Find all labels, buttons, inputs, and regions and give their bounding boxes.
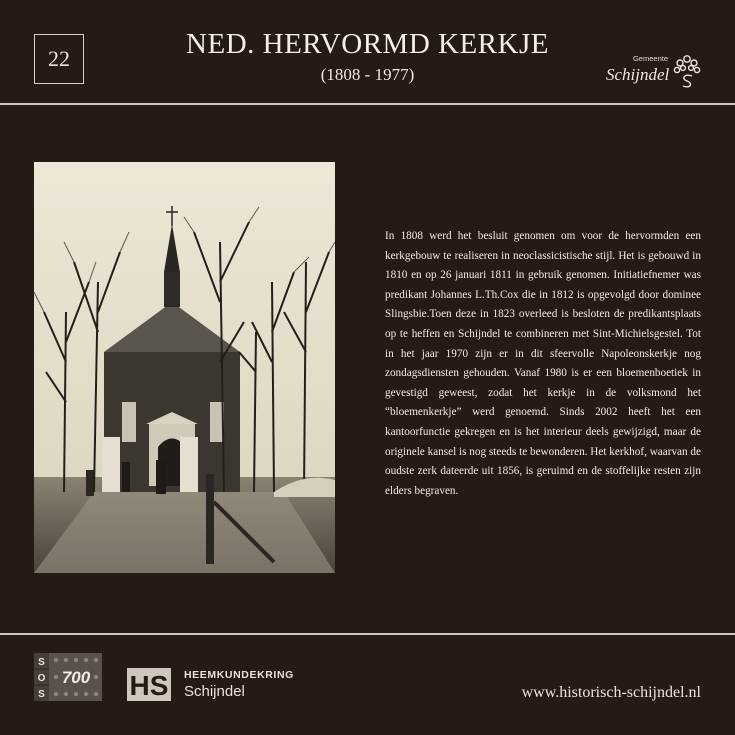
page-title: NED. HERVORMD KERKJE bbox=[186, 28, 549, 60]
page-subtitle: (1808 - 1977) bbox=[320, 65, 415, 84]
sos-letter: S bbox=[38, 689, 45, 700]
church-photo-icon bbox=[34, 162, 335, 573]
municipality-label: Gemeente bbox=[632, 54, 668, 63]
sos-letter: O bbox=[37, 673, 46, 684]
sos-700-logo bbox=[34, 653, 102, 701]
heemkundekring-logo bbox=[127, 668, 171, 701]
tree-icon bbox=[671, 52, 703, 92]
website-link[interactable]: www.historisch-schijndel.nl bbox=[521, 684, 701, 701]
heemkundekring-name: HEEMKUNDEKRING bbox=[184, 669, 294, 681]
heemkundekring-town: Schijndel bbox=[184, 683, 245, 700]
footer-divider bbox=[0, 633, 735, 635]
sos-number: 700 bbox=[61, 668, 91, 687]
municipality-logo bbox=[604, 52, 704, 92]
sos-letter: S bbox=[38, 657, 45, 668]
hk-mark: HS bbox=[129, 670, 169, 701]
panel-number: 22 bbox=[34, 34, 84, 84]
church-photo bbox=[34, 162, 335, 573]
header-divider bbox=[0, 103, 735, 105]
body-text: In 1808 werd het besluit genomen om voor de hervormden een kerkgebouw te realiseren in neoclassicistische stijl. Het is gebouwd in 1810 en op 26 januari 1811 in gebruik genomen. Initiatiefnemer was predikant Johannes L.Th.Cox die in 1812 is opgevolgd door dominee Slingsbie.Toen deze in 1823 overleed is besloten de predikantsplaats op te heffen en Schijndel te combineren met Sint-Michielsgestel. Tot in het jaar 1970 zijn er in dit sfeervolle Napoleonskerkje nog zondagsdiensten gehouden. Vanaf 1980 is er een bloemenboetiek in gevestigd geweest, zodat het kerkje in de volksmond het “bloemenkerkje” werd genoemd. Sinds 2002 heeft het een kantoorfunctie gekregen en is het interieur deels gewijzigd, maar de originele kansel is nog steeds te bewonderen. Het kerkhof, waarvan de oudste zerk dateerde uit 1856, is geruimd en de stoffelijke resten zijn elders begraven. bbox=[385, 230, 701, 497]
municipality-name: Schijndel bbox=[606, 65, 670, 84]
